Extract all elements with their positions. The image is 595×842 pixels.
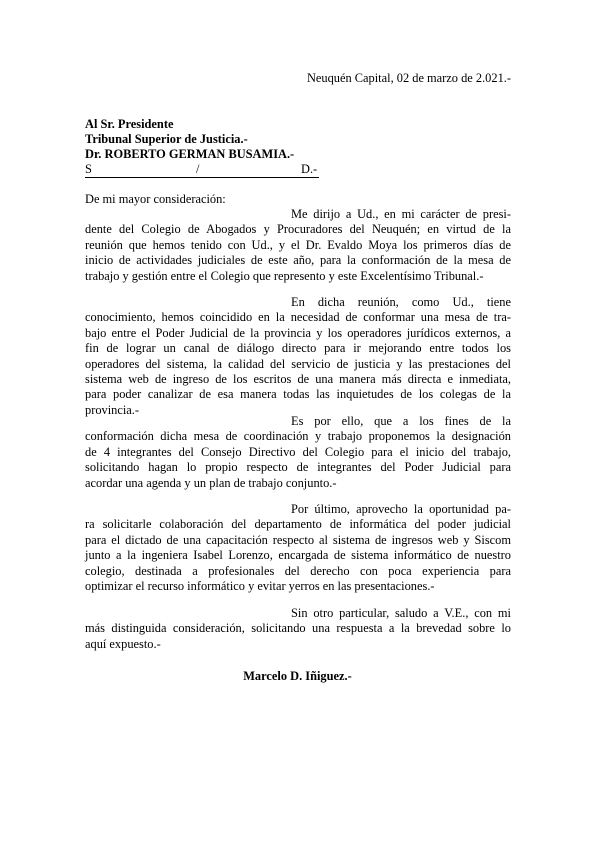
- paragraph-line: para poder canalizar de esa manera todas las inquietudes de los colegas de la: [85, 387, 511, 402]
- paragraph-line: inicio de actividades judiciales de este año, para la conformación de la mesa de: [85, 253, 511, 268]
- paragraph-5: [85, 606, 511, 652]
- paragraph-line: conformación dicha mesa de coordinación y trabajo proponemos la designación: [85, 429, 511, 444]
- paragraph-line: bajo entre el Poder Judicial de la provincia y los operadores jurídicos externos, a: [85, 325, 511, 340]
- paragraph-line: junto a la ingeniera Isabel Lorenzo, encargada de sistema informático de nuestro: [85, 548, 511, 563]
- paragraph-line: Por último, aprovecho la oportunidad pa-: [291, 502, 511, 516]
- paragraph-1: [85, 207, 511, 284]
- paragraph-line: aquí expuesto.-: [85, 636, 161, 651]
- paragraph-line: En dicha reunión, como Ud., tiene: [291, 295, 511, 309]
- paragraph-line: operadores del sistema, la calidad del servicio de justicia y las prestaciones del: [85, 356, 511, 371]
- paragraph-line: colegio, destinada a profesionales del derecho con poca experiencia para: [85, 563, 511, 578]
- paragraph-line: Es por ello, que a los fines de la: [291, 414, 511, 428]
- addressee-institution: Tribunal Superior de Justicia.-: [85, 132, 248, 147]
- paragraph-line: optimizar el recurso informático y evitar yerros en las presentaciones.-: [85, 579, 435, 594]
- salutation-s: S: [85, 162, 92, 176]
- addressee-title: Al Sr. Presidente: [85, 117, 174, 131]
- paragraph-line: solicitando hagan lo propio respecto de integrantes del Poder Judicial para: [85, 460, 511, 475]
- greeting: De mi mayor consideración:: [85, 192, 226, 206]
- paragraph-line: reunión que hemos tenido con Ud., y el Dr. Evaldo Moya los primeros días de: [85, 237, 511, 252]
- paragraph-line: Me dirijo a Ud., en mi carácter de presi-: [291, 207, 511, 221]
- paragraph-line: más distinguida consideración, solicitando una respuesta a la brevedad sobre lo: [85, 621, 511, 636]
- paragraph-line: trabajo y gestión entre el Colegio que represento y este Excelentísimo Tribunal.-: [85, 268, 484, 283]
- paragraph-line: Sin otro particular, saludo a V.E., con mi: [291, 606, 511, 620]
- letter-date: Neuquén Capital, 02 de marzo de 2.021.-: [306, 71, 511, 85]
- paragraph-4: [85, 502, 511, 594]
- paragraph-line: dente del Colegio de Abogados y Procuradores del Neuquén; en virtud de la: [85, 222, 511, 237]
- signature-name: Marcelo D. Iñiguez.-: [243, 669, 352, 683]
- paragraph-line: acordar una agenda y un plan de trabajo conjunto.-: [85, 475, 337, 490]
- paragraph-line: fin de lograr un canal de diálogo directo para ir mejorando entre todos los: [85, 341, 511, 356]
- paragraph-2: [85, 295, 511, 418]
- addressee-name: Dr. ROBERTO GERMAN BUSAMIA.-: [85, 147, 295, 162]
- salutation-d: D.-: [301, 162, 318, 176]
- salutation-line: [85, 162, 319, 178]
- salutation-slash: /: [196, 162, 200, 176]
- paragraph-line: sistema web de ingreso de los escritos de una manera más directa e inmediata,: [85, 372, 511, 387]
- paragraph-line: provincia.-: [85, 402, 140, 417]
- paragraph-line: para el dictado de una capacitación respecto al sistema de ingresos web y Siscom: [85, 532, 511, 547]
- paragraph-3: [85, 414, 511, 491]
- paragraph-line: ra solicitarle colaboración del departamento de informática del poder judicial: [85, 517, 511, 532]
- paragraph-line: conocimiento, hemos coincidido en la necesidad de conformar una mesa de tra-: [85, 310, 511, 325]
- paragraph-line: de 4 integrantes del Consejo Directivo del Colegio para el inicio del trabajo,: [85, 444, 511, 459]
- addressee-block: [85, 117, 294, 163]
